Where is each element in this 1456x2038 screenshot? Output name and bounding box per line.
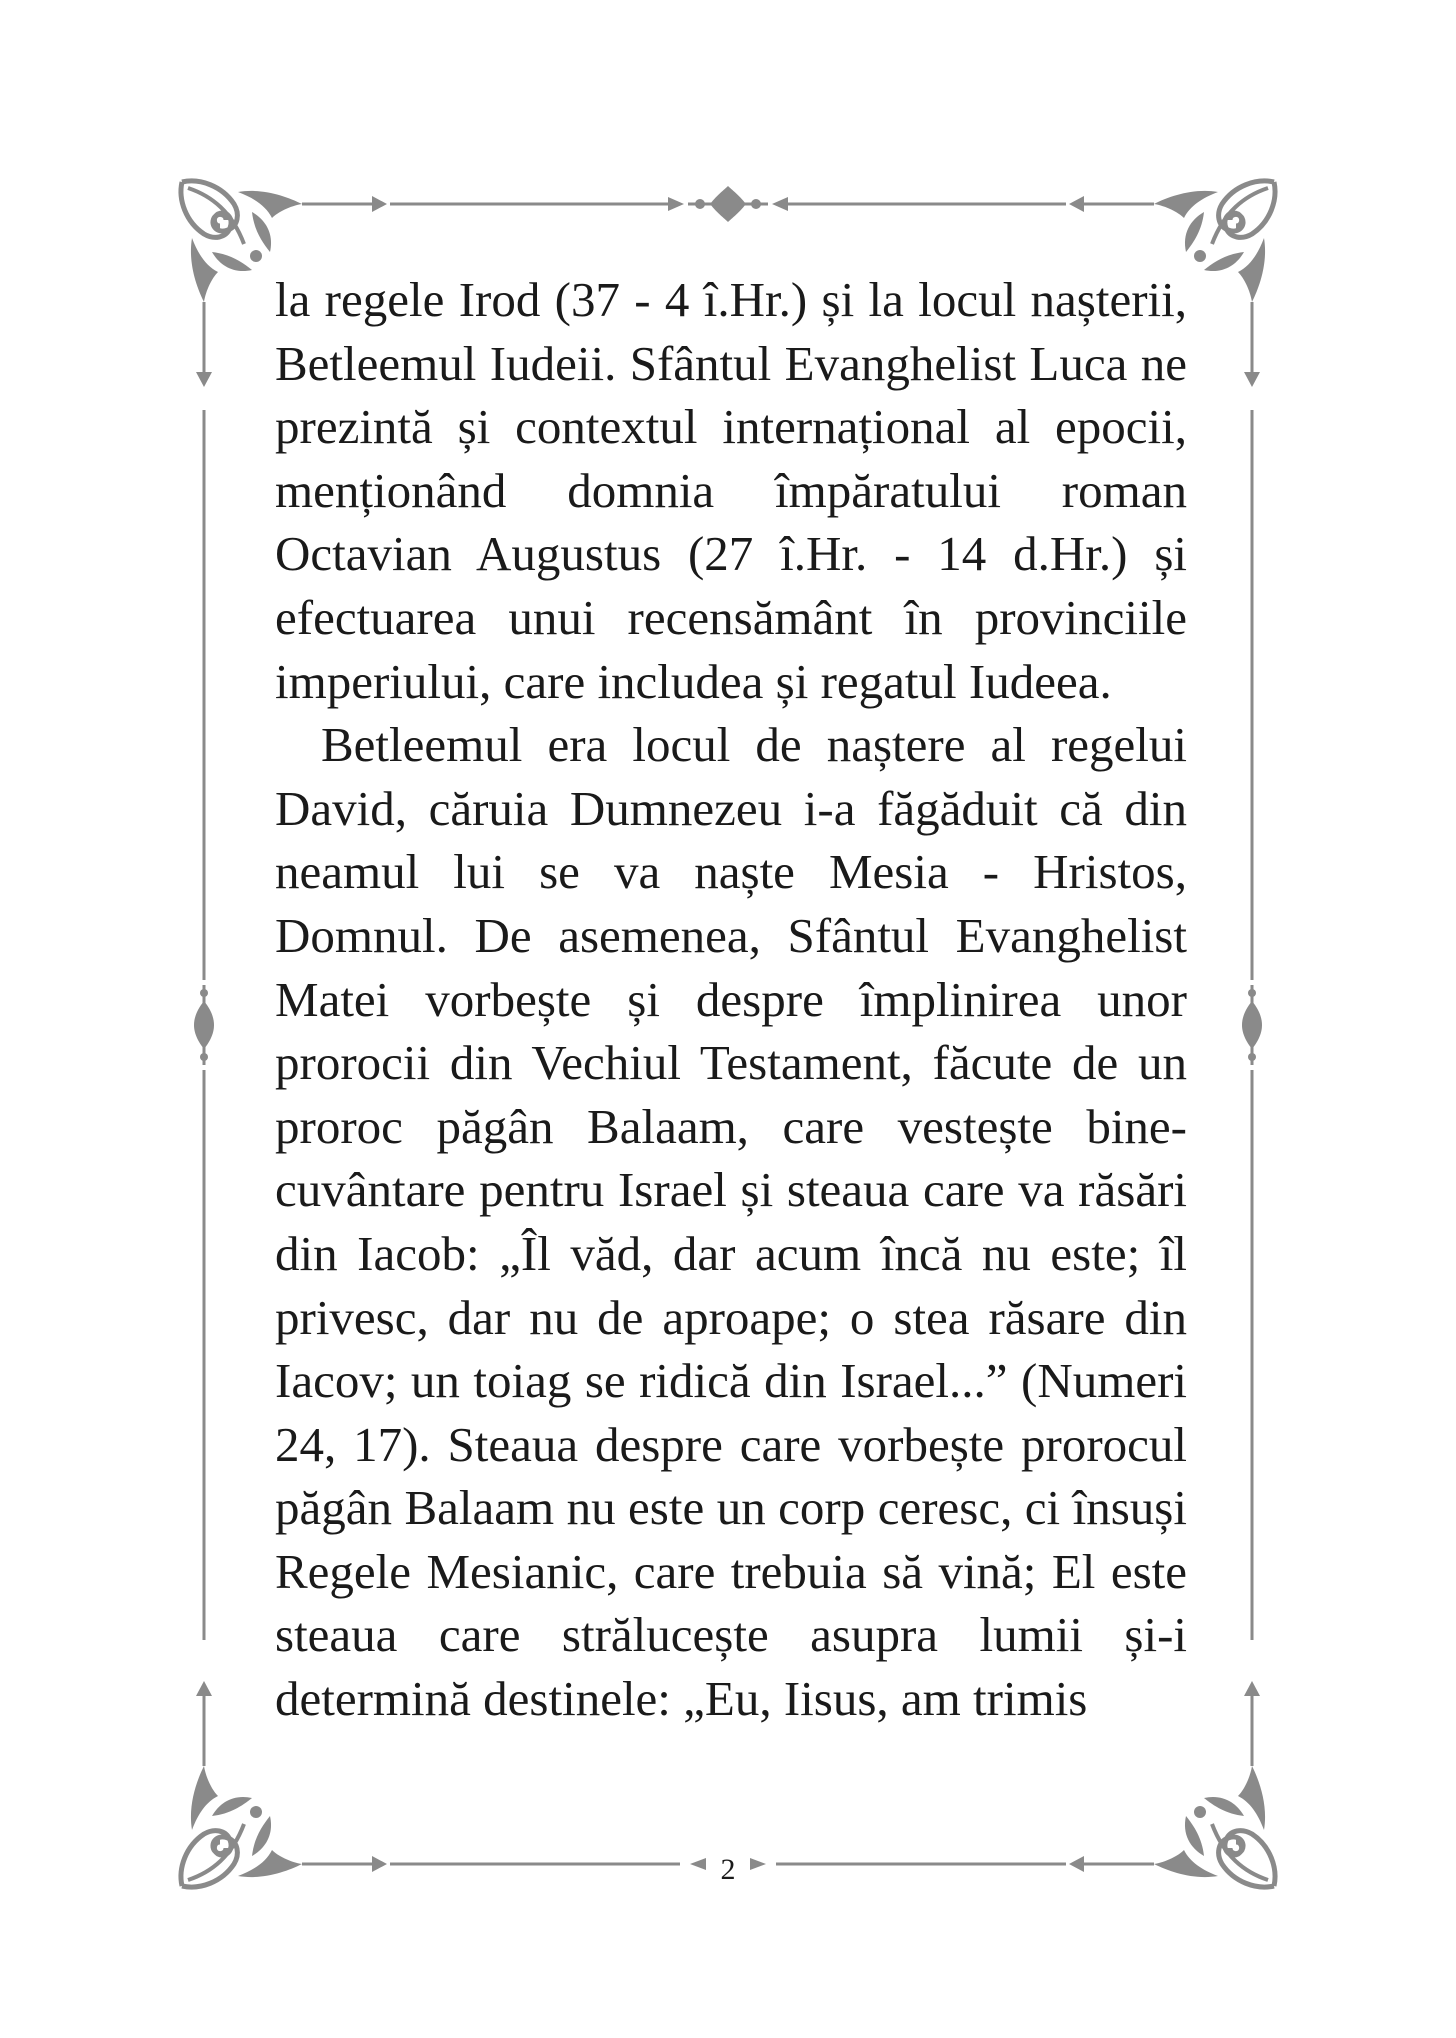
page-number: 2 xyxy=(720,1853,736,1886)
paragraph: la regele Irod (37 - 4 î.Hr.) și la locul nașterii, Betleemul Iudeii. Sfântul Evanghelist Luca ne prezintă și contextul internațional al epocii, menționând domnia împăratului roman Octavian Augustus (27 î.Hr. - 14 d.Hr.) și efectuarea unui recensământ în provinciile imperiului, care includea și regatul Iudeea. xyxy=(275,272,1187,709)
body-text xyxy=(275,268,1187,1731)
paragraph: Betleemul era locul de naștere al regelui David, căruia Dumnezeu i-a făgăduit că din neamul lui se va naște Mesia - Hristos, Domnul. De asemenea, Sfântul Evanghelist Matei vorbește și despre împlinirea unor prorocii din Vechiul Testament, făcute de un proroc păgân Balaam, care vestește bine-cuvântare pentru Israel și steaua care va răsări din Iacob: „Îl văd, dar acum încă nu este; îl privesc, dar nu de aproape; o stea răsare din Iacov; un toiag se ridică din Israel...” (Numeri 24, 17). Steaua despre care vorbește prorocul păgân Balaam nu este un corp ceresc, ci însuși Regele Mesianic, care trebuia să vină; El este steaua care strălucește asupra lumii și-i determină destinele: „Eu, Iisus, am trimis xyxy=(275,717,1187,1727)
